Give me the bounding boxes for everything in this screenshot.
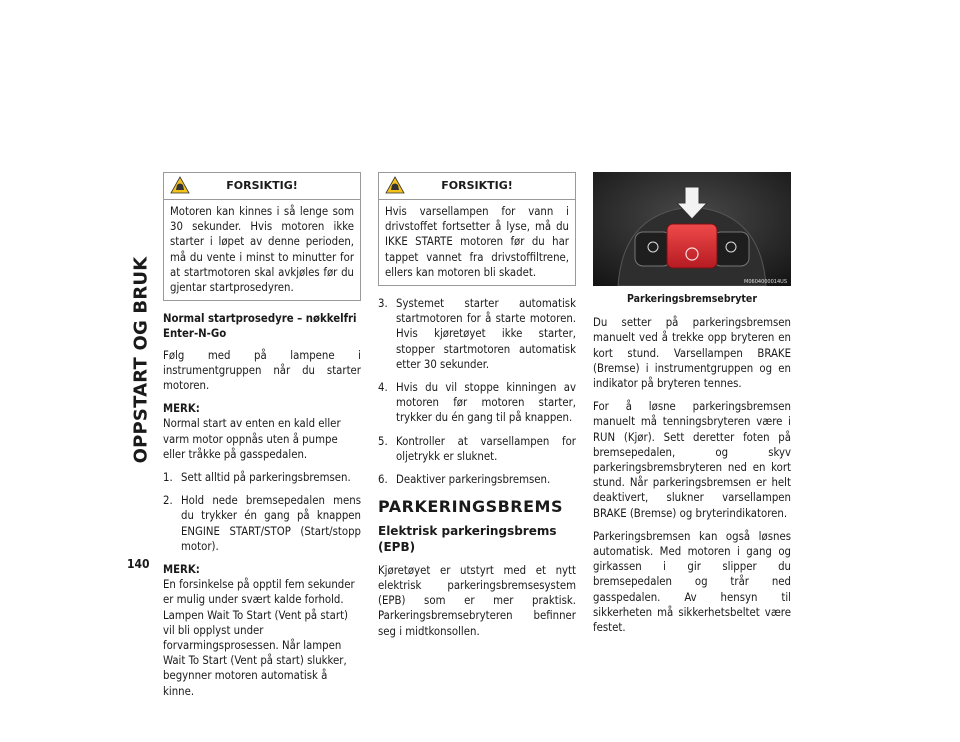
section-side-title — [126, 172, 156, 547]
note-1: MERK: Normal start av enten en kald eller varm motor oppnås uten å pumpe eller tråkke på gasspedalen. — [163, 402, 341, 461]
paragraph-apply-brake: Du setter på parkeringsbremsen manuelt ved å trekke opp bryteren en kort stund. Varsellampen BRAKE (Bremse) i instrumentgruppen og en indikator på bryteren tennes. — [593, 316, 791, 391]
column-2 — [378, 172, 576, 647]
caution-title: FORSIKTIG! — [226, 179, 298, 192]
image-code: M0604000014US — [744, 279, 787, 285]
intro-paragraph: Følg med på lampene i instrumentgruppen når du starter motoren. — [163, 348, 361, 393]
caution-header — [164, 173, 360, 200]
step-item: 3. Systemet starter automatisk startmotoren for å starte motoren. Hvis kjøretøyet ikke starter, stopper startmotoren automatisk etter 30 sekunder. — [378, 297, 576, 371]
parking-brake-switch-image — [593, 172, 791, 286]
page-number: 140 — [127, 557, 150, 571]
warning-icon — [170, 176, 190, 194]
note-2: MERK: En forsinkelse på opptil fem sekunder er mulig under svært kalde forhold. Lampen Wait To Start (Vent på start) vil bli opplyst under forvarmingsprosessen. Når lampen Wait To Start (Vent på start) slukker, begynner motoren automatisk å kinne. — [163, 563, 355, 698]
section-title-text: OPPSTART OG BRUK — [130, 256, 152, 463]
subheading-keyless-start: Normal startprosedyre – nøkkelfri Enter-N-Go — [163, 312, 357, 341]
paragraph-release-brake: For å løsne parkeringsbremsen manuelt må tenningsbryteren være i RUN (Kjør). Sett deretter foten på bremsepedalen, og skyv parkeringsbremsbryteren ned en kort stund. Når parkeringsbremsen er helt deaktivert, slukner varsellampen BRAKE (Bremse) og bryterindikatoren. — [593, 400, 791, 520]
column-1 — [163, 172, 361, 707]
column-3 — [593, 172, 791, 643]
step-item: 2. Hold nede bremsepedalen mens du trykker én gang på knappen ENGINE START/STOP (Start/stopp motor). — [163, 494, 361, 553]
step-item: 4. Hvis du vil stoppe kinningen av motoren før motoren starter, trykker du én gang til på knappen. — [378, 381, 576, 425]
epb-paragraph: Kjøretøyet er utstyrt med et nytt elektrisk parkeringsbremsesystem (EPB) som er mer praktisk. Parkeringsbremsebryteren befinner seg i midtkonsollen. — [378, 563, 576, 638]
step-item: 1. Sett alltid på parkeringsbremsen. — [163, 471, 351, 485]
step-item: 5. Kontroller at varsellampen for oljetrykk er sluknet. — [378, 434, 576, 463]
image-caption: Parkeringsbremsebryter — [627, 293, 757, 305]
step-item: 6. Deaktiver parkeringsbremsen. — [378, 473, 551, 487]
warning-icon — [385, 176, 405, 194]
steps-list-1 — [163, 470, 361, 554]
subheading-epb: Elektrisk parkeringsbrems (EPB) — [378, 524, 557, 554]
steps-list-2 — [378, 296, 576, 487]
paragraph-auto-release: Parkeringsbremsen kan også løsnes automatisk. Med motoren i gang og girkassen i gir slipper du bremsepedalen og trår ned gasspedalen. Av hensyn til sikkerheten må sikkerhetsbeltet være festet. — [593, 529, 791, 635]
section-heading-parking-brake: PARKERINGSBREMS — [378, 497, 563, 517]
caution-title: FORSIKTIG! — [441, 179, 513, 192]
caution-text: Hvis varsellampen for vann i drivstoffet fortsetter å lyse, må du IKKE STARTE motoren før du har tappet vannet fra drivstoffiltrene, ellers kan motoren bli skadet. — [385, 205, 569, 279]
caution-text: Motoren kan kinnes i så lenge som 30 sekunder. Hvis motoren ikke starter i løpet av denne perioden, må du vente i minst to minutter for at startmotoren skal avkjøles før du gjentar startprosedyren. — [170, 205, 354, 295]
caution-header — [379, 173, 575, 200]
caution-box — [163, 172, 361, 301]
caution-box — [378, 172, 576, 286]
